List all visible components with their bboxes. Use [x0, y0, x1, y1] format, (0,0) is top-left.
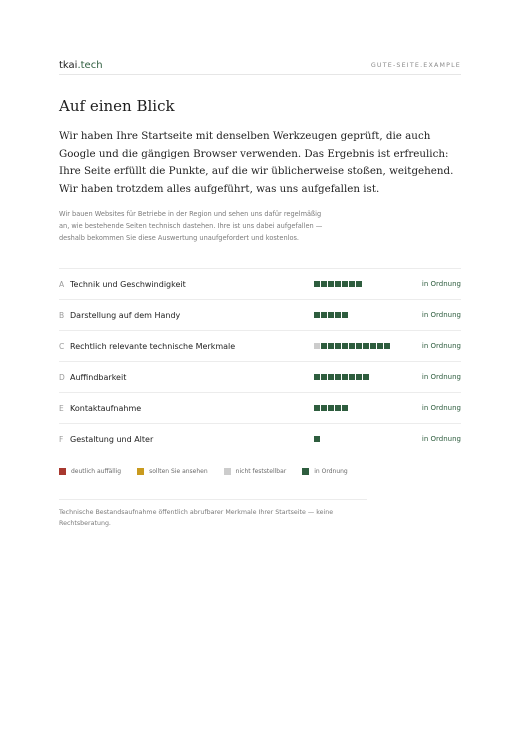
result-status: in Ordnung: [421, 373, 461, 381]
check-square-ok: [342, 374, 348, 380]
check-square-ok: [335, 374, 341, 380]
page-header: [59, 57, 461, 73]
check-square-ok: [328, 405, 334, 411]
footer-divider: [59, 499, 367, 500]
check-square-ok: [321, 374, 327, 380]
footer-disclaimer: Technische Bestandsaufnahme öffentlich abrufbarer Merkmale Ihrer Startseite — keine Rechtsberatung.: [59, 509, 334, 527]
results-table: [59, 268, 461, 454]
check-square-ok: [363, 343, 369, 349]
result-label: Gestaltung und Alter: [70, 434, 154, 444]
brand-name: tkai: [59, 59, 78, 71]
intro-text: Wir haben Ihre Startseite mit denselben Werkzeugen geprüft, die auch Google und die gängigen Browser verwenden. Das Ergebnis ist erfreulich: Ihre Seite erfüllt die Punkte, auf die wir üblicherweise stoßen, weitgehend. Wir haben trotzdem alles aufgeführt, was uns aufgefallen ist.: [59, 130, 454, 195]
legend-swatch-unknown: [224, 468, 231, 475]
check-square-ok: [321, 343, 327, 349]
check-square-ok: [342, 405, 348, 411]
result-letter: E: [59, 403, 64, 413]
result-label: Auffindbarkeit: [70, 372, 127, 382]
result-row: [59, 269, 461, 300]
result-status: in Ordnung: [421, 280, 461, 288]
check-squares: [314, 281, 362, 287]
check-square-ok: [314, 281, 320, 287]
check-square-ok: [356, 374, 362, 380]
site-domain: GUTE-SEITE.EXAMPLE: [370, 61, 461, 69]
check-square-ok: [377, 343, 383, 349]
check-square-ok: [384, 343, 390, 349]
result-label: Rechtlich relevante technische Merkmale: [70, 341, 236, 351]
check-square-ok: [328, 374, 334, 380]
legend-item: [137, 468, 208, 475]
result-row: [59, 300, 461, 331]
result-letter: F: [59, 434, 64, 444]
check-square-ok: [335, 343, 341, 349]
result-status: in Ordnung: [421, 435, 461, 443]
check-square-ok: [342, 312, 348, 318]
result-letter: B: [59, 310, 65, 320]
result-row: [59, 393, 461, 424]
legend-item: [224, 468, 287, 475]
legend-item: [302, 468, 348, 475]
brand-tld: .tech: [77, 59, 103, 71]
check-square-ok: [314, 436, 320, 442]
check-square-ok: [335, 312, 341, 318]
check-square-ok: [321, 281, 327, 287]
brand-logo: [59, 60, 103, 71]
check-square-ok: [356, 281, 362, 287]
check-square-ok: [370, 343, 376, 349]
legend-label: sollten Sie ansehen: [149, 467, 208, 475]
result-letter: A: [59, 279, 65, 289]
check-squares: [314, 436, 320, 442]
legend-label: in Ordnung: [314, 467, 348, 475]
context-note: Wir bauen Websites für Betriebe in der Region und sehen uns dafür regelmäßig an, wie bestehende Seiten technisch dastehen. Ihre ist uns dabei aufgefallen — deshalb bekommen Sie diese Auswertung unaufgefordert und kostenlos.: [59, 210, 323, 242]
check-square-ok: [363, 374, 369, 380]
legend: [59, 466, 364, 476]
check-square-ok: [356, 343, 362, 349]
result-status: in Ordnung: [421, 404, 461, 412]
check-square-ok: [335, 281, 341, 287]
check-squares: [314, 343, 390, 349]
check-square-ok: [342, 281, 348, 287]
legend-swatch-warn: [137, 468, 144, 475]
check-square-ok: [321, 312, 327, 318]
legend-label: nicht feststellbar: [235, 467, 287, 475]
check-square-ok: [328, 312, 334, 318]
result-status: in Ordnung: [421, 342, 461, 350]
result-status: in Ordnung: [421, 311, 461, 319]
check-square-ok: [314, 405, 320, 411]
check-square-unknown: [314, 343, 320, 349]
check-squares: [314, 374, 369, 380]
legend-item: [59, 468, 121, 475]
result-letter: C: [59, 341, 65, 351]
check-square-ok: [314, 312, 320, 318]
result-row: [59, 362, 461, 393]
result-label: Darstellung auf dem Handy: [70, 310, 181, 320]
check-square-ok: [342, 343, 348, 349]
check-squares: [314, 312, 348, 318]
result-label: Kontaktaufnahme: [70, 403, 142, 413]
check-square-ok: [349, 343, 355, 349]
header-divider: [59, 74, 461, 75]
page-title: Auf einen Blick: [59, 97, 175, 115]
check-square-ok: [314, 374, 320, 380]
check-square-ok: [321, 405, 327, 411]
check-square-ok: [349, 281, 355, 287]
check-squares: [314, 405, 348, 411]
legend-swatch-bad: [59, 468, 66, 475]
legend-swatch-ok: [302, 468, 309, 475]
check-square-ok: [335, 405, 341, 411]
check-square-ok: [328, 281, 334, 287]
check-square-ok: [349, 374, 355, 380]
result-row: [59, 331, 461, 362]
result-label: Technik und Geschwindigkeit: [70, 279, 186, 289]
check-square-ok: [328, 343, 334, 349]
result-row: [59, 424, 461, 454]
legend-label: deutlich auffällig: [71, 467, 122, 475]
result-letter: D: [59, 372, 65, 382]
